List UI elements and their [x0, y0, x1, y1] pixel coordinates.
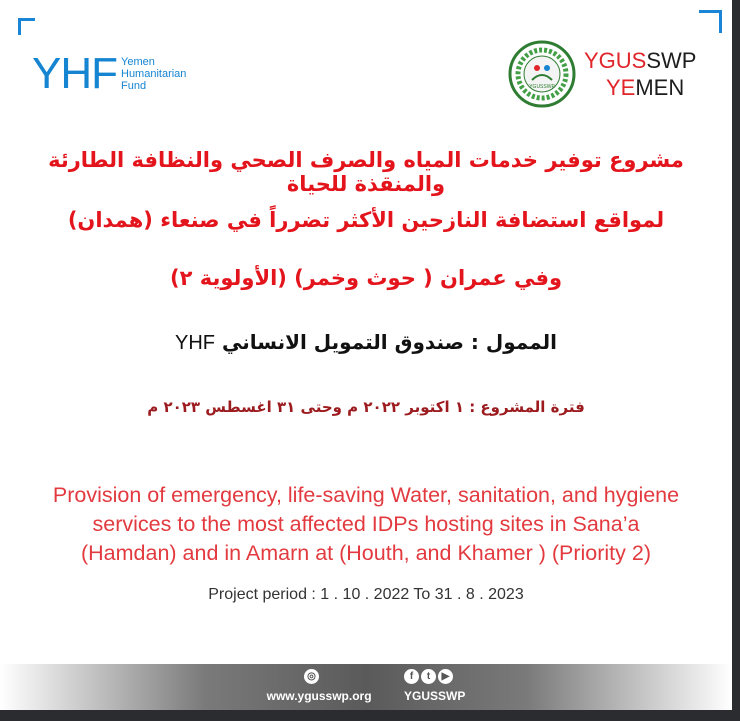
- facebook-icon[interactable]: f: [404, 669, 419, 684]
- funder-label: الممول : صندوق التمويل الانساني: [221, 330, 557, 354]
- yhf-logo-mark: YHF: [32, 49, 117, 98]
- ygusswp-wordmark: [584, 47, 696, 101]
- twitter-icon[interactable]: t: [421, 669, 436, 684]
- arabic-title-line-1: مشروع توفير خدمات المياه والصرف الصحي والنظافة الطارئة والمنقذة للحياة: [48, 148, 684, 196]
- yhf-sub-line: Fund: [121, 80, 147, 92]
- wordmark-part: YGUS: [584, 48, 647, 73]
- yhf-sub-line: Yemen: [121, 56, 155, 68]
- english-title-line-2: services to the most affected IDPs hosting sites in Sana’a: [92, 512, 640, 536]
- arabic-title-line-2: لمواقع استضافة النازحين الأكثر تضرراً في صنعاء (همدان): [67, 208, 665, 232]
- yhf-logo-subtitle: [121, 56, 186, 92]
- footer-bar: [0, 664, 732, 710]
- arabic-project-period: فترة المشروع : ١ اكتوبر ٢٠٢٢ م وحتى ٣١ اغسطس ٢٠٢٣ م: [147, 398, 585, 416]
- youtube-icon[interactable]: ▶: [438, 669, 453, 684]
- funder-acronym: YHF: [175, 332, 216, 354]
- wordmark-part: YE: [606, 75, 636, 100]
- english-project-period: Project period : 1 . 10 . 2022 To 31 . 8 . 2023: [208, 586, 524, 603]
- arabic-funder: [0, 330, 732, 355]
- corner-accent-top-right: [699, 10, 722, 33]
- english-title-line-3: (Hamdan) and in Amarn at (Houth, and Khamer ) (Priority 2): [81, 541, 651, 565]
- web-icon[interactable]: ◎: [304, 669, 319, 684]
- wordmark-part: SWP: [646, 48, 697, 73]
- yhf-logo: [32, 49, 187, 98]
- yhf-sub-line: Humanitarian: [121, 68, 187, 80]
- footer-website-link[interactable]: www.ygusswp.org: [266, 689, 372, 703]
- svg-text:YGUSSWP: YGUSSWP: [529, 84, 555, 90]
- wordmark-part: MEN: [635, 75, 685, 100]
- ygusswp-logo: [508, 40, 696, 108]
- arabic-title-line-3: وفي عمران ( حوث وخمر) (الأولوية ٢): [169, 266, 563, 290]
- english-title-line-1: Provision of emergency, life-saving Water, sanitation, and hygiene: [52, 483, 680, 507]
- footer-links: [0, 689, 732, 703]
- footer-handle[interactable]: YGUSSWP: [404, 689, 466, 703]
- corner-accent-top-left: [18, 18, 35, 35]
- ygusswp-seal-icon: [508, 40, 576, 108]
